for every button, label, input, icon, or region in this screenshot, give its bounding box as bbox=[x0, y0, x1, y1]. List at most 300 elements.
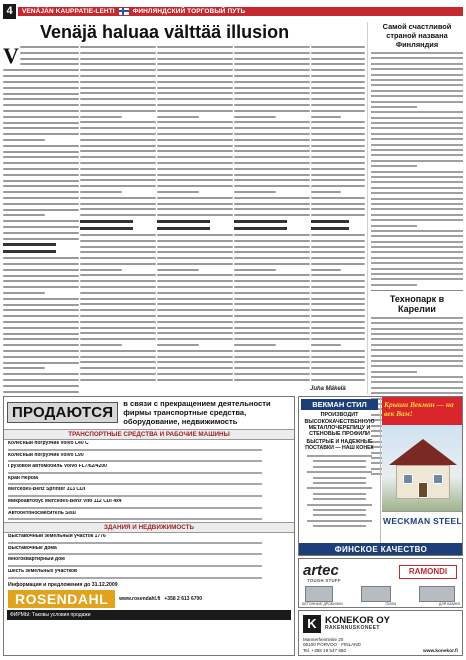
text-line bbox=[3, 257, 79, 259]
text-line bbox=[311, 367, 365, 369]
text-line bbox=[3, 122, 79, 124]
text-line bbox=[311, 92, 365, 94]
text-line bbox=[157, 356, 233, 358]
text-line bbox=[311, 214, 365, 216]
text-line bbox=[3, 209, 79, 211]
text-line bbox=[234, 240, 310, 242]
konekor-address: Mannerheimintie 20 bbox=[303, 637, 344, 642]
text-line bbox=[3, 315, 79, 317]
text-line bbox=[80, 315, 156, 317]
text-line bbox=[80, 127, 156, 129]
text-line bbox=[371, 198, 463, 200]
text-line bbox=[80, 87, 156, 89]
text-line bbox=[157, 121, 233, 123]
text-line bbox=[307, 487, 372, 489]
text-line bbox=[307, 471, 372, 473]
text-line bbox=[234, 156, 310, 158]
text-line bbox=[311, 63, 365, 65]
sale-advertisement bbox=[3, 396, 295, 656]
text-line bbox=[3, 69, 79, 71]
text-line bbox=[311, 327, 365, 329]
weckman-logo bbox=[382, 511, 463, 541]
text-line bbox=[157, 214, 233, 216]
konekor-city: 06100 PORVOO · FINLAND bbox=[303, 642, 361, 648]
window-icon bbox=[403, 474, 413, 484]
text-line bbox=[234, 46, 310, 48]
text-line bbox=[371, 257, 463, 259]
text-line bbox=[80, 46, 156, 48]
text-line bbox=[80, 227, 133, 230]
list-item-title: Микроавтобус Mercedes-Benz Vito 112 CDI 4x4 bbox=[8, 498, 122, 504]
text-line bbox=[307, 455, 372, 457]
text-line bbox=[157, 286, 233, 288]
text-line bbox=[371, 278, 463, 280]
article-byline: Juha Mäkelä bbox=[310, 386, 346, 392]
text-line bbox=[234, 332, 310, 334]
text-line bbox=[311, 58, 365, 60]
text-line bbox=[8, 565, 262, 567]
text-line bbox=[311, 46, 365, 48]
artec-tagline: TOUGH STUFF bbox=[307, 578, 341, 583]
text-line bbox=[311, 162, 365, 164]
rosendahl-phone: +358 2 613 6700 bbox=[164, 595, 203, 602]
text-line bbox=[311, 292, 365, 294]
text-line bbox=[371, 365, 463, 367]
text-line bbox=[80, 240, 156, 242]
text-line bbox=[157, 203, 233, 205]
text-line bbox=[311, 69, 365, 71]
text-line bbox=[311, 98, 365, 100]
list-item bbox=[4, 441, 294, 451]
text-line bbox=[157, 240, 233, 242]
sale-footer: ФИРМЫ: Таковы условия продажи bbox=[7, 610, 291, 620]
text-line bbox=[311, 174, 365, 176]
machine-image bbox=[419, 586, 455, 602]
text-line bbox=[3, 379, 79, 381]
text-line bbox=[234, 69, 310, 71]
text-line bbox=[371, 214, 463, 216]
text-line bbox=[3, 321, 79, 323]
sidebar-story-body bbox=[371, 52, 463, 286]
text-line bbox=[371, 63, 463, 65]
text-line bbox=[157, 332, 233, 334]
text-line bbox=[157, 98, 233, 100]
text-line bbox=[234, 197, 310, 199]
text-line bbox=[371, 344, 463, 346]
list-item bbox=[4, 464, 294, 474]
machine-image bbox=[305, 586, 333, 602]
text-line bbox=[80, 220, 133, 223]
text-line bbox=[80, 121, 156, 123]
text-line bbox=[234, 251, 310, 253]
text-line bbox=[157, 379, 233, 381]
text-line bbox=[157, 367, 233, 369]
text-line bbox=[8, 495, 262, 497]
text-line bbox=[234, 58, 310, 60]
text-line bbox=[311, 81, 365, 83]
text-line bbox=[234, 87, 310, 89]
text-line bbox=[311, 156, 365, 158]
text-line bbox=[371, 176, 463, 178]
text-line bbox=[3, 197, 79, 199]
text-line bbox=[234, 292, 310, 294]
text-line bbox=[157, 257, 233, 259]
text-line bbox=[234, 104, 310, 106]
text-line bbox=[371, 338, 463, 340]
door-icon bbox=[418, 482, 428, 498]
text-line bbox=[234, 133, 310, 135]
text-line bbox=[157, 197, 233, 199]
text-line bbox=[3, 145, 79, 147]
text-line bbox=[234, 203, 310, 205]
text-line bbox=[80, 251, 156, 253]
text-line bbox=[80, 63, 156, 65]
text-line bbox=[3, 275, 79, 277]
text-line bbox=[3, 133, 79, 135]
text-line bbox=[80, 332, 156, 334]
text-line bbox=[157, 338, 233, 340]
rosendahl-logo: ROSENDAHL bbox=[8, 590, 115, 608]
text-line bbox=[311, 127, 365, 129]
text-line bbox=[371, 268, 463, 270]
text-line bbox=[234, 367, 310, 369]
ramondi-logo: RAMONDI bbox=[399, 565, 457, 579]
weckman-contacts bbox=[301, 455, 378, 527]
text-line bbox=[234, 246, 310, 248]
text-line bbox=[157, 321, 233, 323]
text-line bbox=[3, 116, 79, 118]
category-property: ЗДАНИЯ И НЕДВИЖИМОСТЬ bbox=[4, 522, 294, 533]
text-line bbox=[80, 214, 156, 216]
text-line bbox=[3, 250, 56, 253]
text-line bbox=[234, 234, 310, 236]
weckman-advertisement bbox=[298, 396, 463, 556]
text-line bbox=[234, 110, 310, 112]
sale-headline: ПРОДАЮТСЯ bbox=[7, 402, 118, 423]
text-line bbox=[157, 309, 233, 311]
text-line bbox=[234, 75, 310, 77]
text-line bbox=[80, 191, 122, 193]
text-line bbox=[234, 356, 310, 358]
text-line bbox=[311, 133, 365, 135]
text-line bbox=[371, 160, 463, 162]
text-line bbox=[371, 68, 463, 70]
text-line bbox=[371, 154, 463, 156]
text-line bbox=[3, 286, 79, 288]
text-line bbox=[311, 185, 365, 187]
konekor-address-block bbox=[303, 637, 361, 653]
text-line bbox=[234, 303, 310, 305]
text-line bbox=[3, 263, 79, 265]
list-item-title: Шесть земельных участков bbox=[8, 568, 78, 574]
text-line bbox=[157, 280, 233, 282]
text-line bbox=[311, 379, 365, 381]
text-line bbox=[80, 104, 156, 106]
text-line bbox=[157, 145, 233, 147]
konekor-website[interactable]: www.konekor.fi bbox=[422, 649, 458, 654]
text-line bbox=[80, 110, 156, 112]
text-line bbox=[311, 197, 365, 199]
text-line bbox=[371, 133, 463, 135]
text-line bbox=[313, 466, 367, 468]
text-line bbox=[157, 234, 233, 236]
text-line bbox=[311, 145, 365, 147]
text-line bbox=[371, 235, 463, 237]
text-line bbox=[371, 392, 463, 394]
text-line bbox=[80, 344, 122, 346]
text-line bbox=[371, 111, 463, 113]
text-line bbox=[371, 84, 463, 86]
text-line bbox=[3, 214, 45, 216]
text-line bbox=[3, 185, 79, 187]
text-line bbox=[371, 219, 463, 221]
list-item-title: Выставочные дома bbox=[8, 545, 57, 551]
article-column-5 bbox=[311, 46, 365, 392]
text-line bbox=[3, 367, 45, 369]
text-line bbox=[157, 150, 233, 152]
text-line bbox=[3, 309, 79, 311]
text-line bbox=[80, 246, 156, 248]
text-line bbox=[80, 179, 156, 181]
text-line bbox=[80, 286, 156, 288]
list-item-title: Многоквартирный дом bbox=[8, 557, 65, 563]
text-line bbox=[3, 269, 79, 271]
sidebar-story-title-2: Технопарк в Карелии bbox=[389, 293, 445, 314]
text-line bbox=[311, 344, 341, 346]
weckman-desc-1: ПРОИЗВОДИТ bbox=[320, 412, 359, 418]
text-line bbox=[157, 174, 233, 176]
text-line bbox=[234, 121, 310, 123]
article-column-2 bbox=[80, 46, 156, 392]
text-line bbox=[3, 110, 79, 112]
text-line bbox=[3, 304, 79, 306]
text-line bbox=[234, 145, 310, 147]
text-line bbox=[311, 373, 365, 375]
list-item-title: Колесный погрузчик Volvo L40 C bbox=[8, 441, 89, 446]
text-line bbox=[157, 92, 233, 94]
text-line bbox=[371, 117, 463, 119]
text-line bbox=[80, 69, 156, 71]
text-line bbox=[234, 373, 310, 375]
text-line bbox=[234, 344, 276, 346]
text-line bbox=[157, 269, 199, 271]
text-line bbox=[3, 162, 79, 164]
text-line bbox=[80, 356, 156, 358]
text-line bbox=[8, 518, 262, 520]
text-line bbox=[234, 208, 310, 210]
list-item bbox=[4, 534, 294, 544]
text-line bbox=[3, 238, 79, 240]
text-line bbox=[311, 315, 365, 317]
text-line bbox=[311, 139, 365, 141]
article-headline: Venäjä haluaa välttää illusion bbox=[40, 22, 290, 42]
text-line bbox=[371, 241, 463, 243]
text-line bbox=[371, 371, 417, 373]
list-item-title: Автобетоносмеситель Sisu bbox=[8, 510, 76, 516]
text-line bbox=[313, 525, 367, 527]
text-line bbox=[234, 220, 287, 223]
text-line bbox=[311, 75, 365, 77]
text-line bbox=[3, 292, 45, 294]
text-line bbox=[311, 168, 365, 170]
text-line bbox=[157, 110, 233, 112]
text-line bbox=[3, 356, 79, 358]
text-line bbox=[80, 98, 156, 100]
vehicle-list bbox=[4, 441, 294, 520]
text-line bbox=[3, 350, 79, 352]
text-line bbox=[313, 482, 367, 484]
text-line bbox=[80, 234, 156, 236]
text-line bbox=[3, 385, 79, 387]
text-line bbox=[80, 145, 156, 147]
text-line bbox=[311, 303, 365, 305]
text-line bbox=[234, 139, 310, 141]
text-line bbox=[311, 332, 365, 334]
text-line bbox=[371, 192, 463, 194]
text-line bbox=[371, 138, 463, 140]
text-line bbox=[311, 87, 365, 89]
text-line bbox=[371, 181, 463, 183]
text-line bbox=[234, 274, 310, 276]
text-line bbox=[311, 121, 365, 123]
text-line bbox=[157, 373, 233, 375]
text-line bbox=[371, 381, 463, 383]
text-line bbox=[80, 274, 156, 276]
text-line bbox=[80, 257, 156, 259]
text-line bbox=[3, 93, 79, 95]
drop-cap: V bbox=[3, 43, 19, 68]
text-line bbox=[3, 327, 79, 329]
list-item bbox=[4, 487, 294, 497]
text-line bbox=[8, 553, 262, 555]
text-line bbox=[371, 360, 463, 362]
text-line bbox=[3, 338, 79, 340]
rosendahl-website[interactable]: www.rosendahl.fi bbox=[119, 595, 161, 602]
text-line bbox=[157, 63, 233, 65]
text-line bbox=[8, 460, 262, 462]
text-line bbox=[371, 333, 463, 335]
text-line bbox=[157, 75, 233, 77]
text-line bbox=[80, 58, 156, 60]
text-line bbox=[80, 303, 156, 305]
window-icon bbox=[433, 474, 443, 484]
artec-advertisement bbox=[298, 558, 463, 608]
text-line bbox=[234, 150, 310, 152]
text-line bbox=[311, 191, 341, 193]
weckman-desc-3: БЫСТРЫЕ И НАДЕЖНЫЕ ПОСТАВКИ — НАШ КОНЕК bbox=[305, 439, 374, 451]
text-line bbox=[157, 344, 199, 346]
text-line bbox=[8, 577, 262, 579]
machine-image bbox=[361, 586, 391, 602]
article-column-4 bbox=[234, 46, 310, 392]
text-line bbox=[157, 116, 199, 118]
text-line bbox=[157, 292, 233, 294]
category-vehicles: ТРАНСПОРТНЫЕ СРЕДСТВА И РАБОЧИЕ МАШИНЫ bbox=[4, 429, 294, 440]
text-line bbox=[157, 168, 233, 170]
text-line bbox=[80, 150, 156, 152]
text-line bbox=[80, 162, 156, 164]
list-item-title: Mercedes-Benz Sprinter 313 CDI bbox=[8, 487, 85, 493]
konekor-name: KONEKOR OY bbox=[325, 615, 390, 626]
text-line bbox=[371, 317, 463, 319]
text-line bbox=[3, 151, 79, 153]
sidebar-story-title: Самой счастливой страной названа Финляндия bbox=[382, 22, 452, 49]
text-line bbox=[313, 477, 367, 479]
text-line bbox=[311, 298, 365, 300]
text-line bbox=[313, 514, 367, 516]
roof-shape bbox=[389, 439, 457, 465]
list-item bbox=[4, 557, 294, 567]
list-item bbox=[4, 476, 294, 486]
text-line bbox=[371, 230, 463, 232]
text-line bbox=[80, 75, 156, 77]
text-line bbox=[80, 197, 156, 199]
text-line bbox=[234, 191, 276, 193]
text-line bbox=[234, 127, 310, 129]
text-line bbox=[311, 350, 365, 352]
text-line bbox=[3, 373, 79, 375]
konekor-phone: Tel. +358 19 547 660 bbox=[303, 647, 347, 653]
text-line bbox=[234, 298, 310, 300]
text-line bbox=[234, 81, 310, 83]
text-line bbox=[371, 95, 463, 97]
text-line bbox=[80, 269, 122, 271]
text-line bbox=[311, 246, 365, 248]
text-line bbox=[80, 116, 122, 118]
text-line bbox=[234, 315, 310, 317]
text-line bbox=[3, 75, 79, 77]
text-line bbox=[234, 309, 310, 311]
text-line bbox=[234, 185, 310, 187]
text-line bbox=[311, 240, 365, 242]
text-line bbox=[234, 174, 310, 176]
list-item-title: Выставочный земельный участок 1776 bbox=[8, 534, 106, 540]
text-line bbox=[80, 321, 156, 323]
text-line bbox=[80, 350, 156, 352]
text-line bbox=[80, 81, 156, 83]
text-line bbox=[311, 116, 341, 118]
text-line bbox=[311, 286, 365, 288]
text-line bbox=[3, 127, 79, 129]
text-line bbox=[3, 156, 79, 158]
text-line bbox=[3, 243, 56, 246]
text-line bbox=[371, 208, 463, 210]
text-line bbox=[157, 179, 233, 181]
text-line bbox=[371, 149, 463, 151]
machine-caption: ДЛЯ КАМНЯ bbox=[438, 602, 460, 606]
text-line bbox=[234, 257, 310, 259]
text-line bbox=[157, 162, 233, 164]
text-line bbox=[311, 234, 365, 236]
text-line bbox=[234, 98, 310, 100]
text-line bbox=[3, 333, 79, 335]
text-line bbox=[311, 52, 365, 54]
konekor-advertisement bbox=[298, 610, 463, 656]
text-line bbox=[311, 227, 349, 230]
text-line bbox=[234, 321, 310, 323]
text-line bbox=[157, 139, 233, 141]
text-line bbox=[157, 52, 233, 54]
text-line bbox=[157, 185, 233, 187]
text-line bbox=[371, 322, 463, 324]
text-line bbox=[313, 498, 367, 500]
text-line bbox=[371, 203, 463, 205]
text-line bbox=[80, 156, 156, 158]
text-line bbox=[157, 156, 233, 158]
sale-contact: Информация и предложения до 31.12.2009 bbox=[8, 581, 118, 588]
text-line bbox=[157, 327, 233, 329]
text-line bbox=[3, 344, 79, 346]
